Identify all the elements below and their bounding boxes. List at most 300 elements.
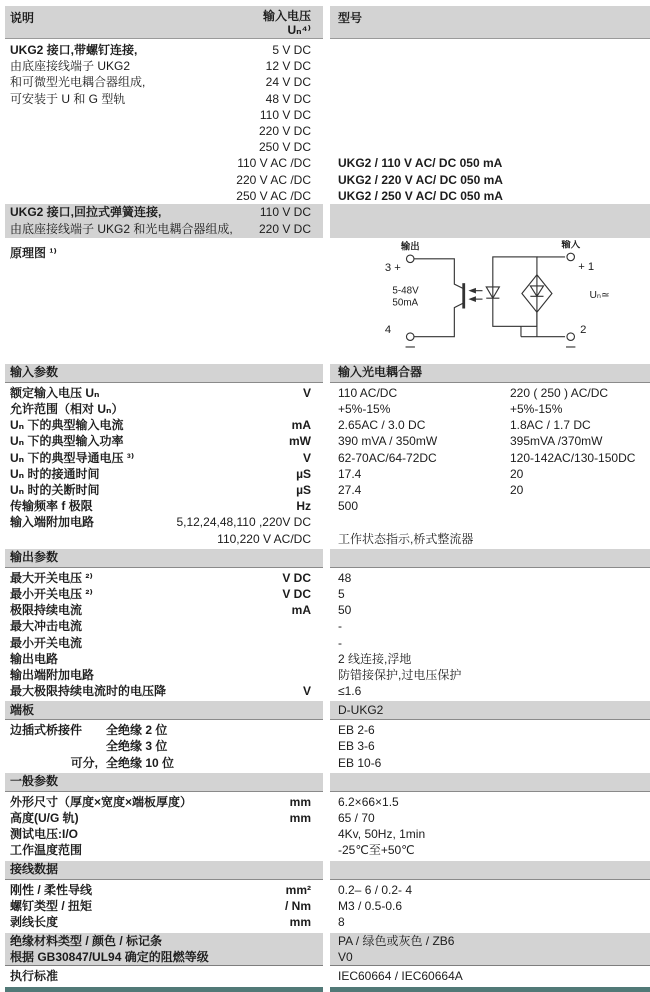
column-gap: [323, 773, 330, 792]
spec-row-right: [330, 826, 650, 842]
spec-row: [0, 482, 650, 498]
spec-row: [0, 794, 650, 810]
light-arrowhead-bottom: [468, 296, 476, 302]
spec-label: 最大开关电压 ²⁾: [10, 570, 93, 585]
column-gap: [323, 618, 330, 634]
unit-label: V DC: [282, 570, 311, 585]
spec-row-right: [330, 755, 650, 771]
spec-row: [0, 531, 650, 547]
column-gap: [323, 570, 330, 586]
spec-row-right: [330, 882, 650, 898]
column-gap: [323, 155, 330, 171]
row-left: [5, 91, 323, 107]
spec-row-left: [5, 898, 323, 914]
row-right: [330, 91, 650, 107]
value-col1: 2.65AC / 3.0 DC: [338, 418, 426, 433]
terminal-1-circle: [567, 253, 575, 261]
unit-label: mm: [289, 914, 311, 929]
value-col1: 防错接保护,过电压保护: [338, 667, 462, 682]
column-gap: [323, 882, 330, 898]
table-header-right: [330, 6, 650, 39]
row-left: [5, 172, 323, 188]
emitter-wire: [414, 303, 464, 337]
voltage-value: 48 V DC: [265, 91, 311, 106]
value-col1: 110 AC/DC: [338, 385, 398, 400]
spec-row: [0, 810, 650, 826]
spec-row: [0, 968, 650, 985]
spec-row: [0, 738, 650, 754]
spec-label: 输出电路: [10, 651, 59, 666]
column-gap: [323, 651, 330, 667]
current-rating-text: 50mA: [392, 297, 419, 309]
voltage-value: 110 V DC: [259, 107, 311, 122]
row-left: [5, 123, 323, 139]
unit-label: V: [302, 684, 311, 699]
spec-row-left: [5, 570, 323, 586]
column-gap: [323, 221, 330, 238]
spec-section: [0, 968, 650, 985]
spec-label: 最小开关电流: [10, 635, 83, 650]
model-number: UKG2 / 250 V AC/ DC 050 mA: [338, 188, 503, 203]
unit-label: mm: [289, 811, 311, 825]
column-gap: [323, 364, 330, 383]
spec-row-left: [5, 618, 323, 634]
column-gap: [323, 683, 330, 699]
spec-row: [0, 433, 650, 449]
section-header-right: [330, 861, 650, 880]
description-line: 由底座接线端子 UKG2: [10, 59, 131, 74]
spec-row-right: [330, 949, 650, 965]
spring-description-table: [0, 204, 650, 238]
spec-label: 最大极限持续电流时的电压降: [10, 684, 167, 699]
section-header-left: [5, 364, 323, 383]
unit-label: V DC: [282, 586, 311, 601]
spec-row-right: [330, 498, 650, 514]
row-left: [5, 139, 323, 155]
spec-row-left: [5, 842, 323, 858]
column-gap: [323, 701, 330, 720]
column-gap: [323, 949, 330, 965]
section-header-left: [5, 773, 323, 792]
value-col2: 120-142AC/130-150DC: [510, 450, 636, 465]
spec-row-left: [5, 683, 323, 699]
voltage-value: 250 V DC: [258, 140, 311, 155]
spring-table-row: [0, 221, 650, 238]
spec-row-right: [330, 618, 650, 634]
footer-rule: [0, 987, 650, 992]
spec-label: 刚性 / 柔性导线: [10, 882, 93, 897]
spec-label: 高度(U/G 轨): [10, 811, 79, 825]
column-gap: [323, 514, 330, 530]
spec-row-left: [5, 667, 323, 683]
spec-section: [0, 549, 650, 700]
row-right: [330, 107, 650, 123]
spec-row-right: [330, 667, 650, 683]
value-col1: 390 mVA / 350mW: [338, 434, 438, 449]
section-header-left: [5, 701, 323, 720]
optocoupler-schematic-svg: [330, 240, 650, 362]
column-gap: [323, 385, 330, 401]
spec-label: Uₙ 时的接通时间: [10, 466, 100, 481]
spec-row-right: [330, 586, 650, 602]
voltage-value: 220 V DC: [258, 221, 311, 236]
column-gap: [323, 58, 330, 74]
spec-row: [0, 498, 650, 514]
voltage-value: 110 V AC /DC: [237, 156, 311, 171]
value-col1: 8: [338, 914, 345, 929]
row-left: [5, 221, 323, 238]
top-table-row: [0, 188, 650, 204]
spec-row-left: [5, 450, 323, 466]
section-header-row: [0, 549, 650, 568]
spec-row-right: [330, 683, 650, 699]
spec-row: [0, 450, 650, 466]
spec-label: 输出端附加电路: [10, 667, 95, 682]
spec-row-left: [5, 433, 323, 449]
column-header-description: 说明: [10, 11, 35, 25]
voltage-header-line2: Uₙ⁴⁾: [287, 23, 311, 37]
value-col1: M3 / 0.5-0.6: [338, 898, 403, 913]
section-header-right: [330, 549, 650, 568]
row-left: [5, 155, 323, 171]
spec-sections: [0, 364, 650, 985]
spec-label: Uₙ 下的典型输入电流: [10, 418, 124, 433]
value-col2: 220 ( 250 ) AC/DC: [510, 385, 609, 400]
schematic-label-cell: [5, 240, 323, 362]
spec-label: 剥线长度: [10, 914, 59, 929]
spec-label: 额定输入电压 Uₙ: [10, 385, 100, 400]
top-table-row: [0, 155, 650, 171]
voltage-header-line1: 输入电压: [262, 9, 311, 23]
spec-sublabel: 全绝缘 2 位: [106, 723, 168, 738]
section-header-row: [0, 773, 650, 792]
spec-label: 最大冲击电流: [10, 619, 83, 634]
row-right: [330, 155, 650, 171]
spec-row-left: [5, 417, 323, 433]
output-terminal-label: 输出: [400, 241, 420, 252]
value-col1: 4Kv, 50Hz, 1min: [338, 827, 426, 842]
unit-label: / Nm: [284, 898, 311, 913]
spec-row-right: [330, 933, 650, 949]
spec-row-right: [330, 433, 650, 449]
row-left: [5, 74, 323, 90]
section-header-left: [5, 861, 323, 880]
value-col1: PA / 绿色或灰色 / ZB6: [338, 934, 455, 949]
spec-section: [0, 861, 650, 931]
voltage-value: 5 V DC: [272, 43, 311, 57]
unit-label: mm²: [285, 882, 311, 897]
row-left: [5, 188, 323, 204]
section-header-right: [330, 364, 650, 383]
spec-label: 测试电压:I/O: [10, 827, 78, 842]
row-right: [330, 188, 650, 204]
spec-label: 最小开关电压 ²⁾: [10, 586, 93, 601]
column-gap: [323, 401, 330, 417]
model-number: UKG2 / 110 V AC/ DC 050 mA: [338, 156, 503, 171]
voltage-value: 12 V DC: [265, 59, 311, 74]
spring-table-row: [0, 204, 650, 221]
column-gap: [323, 738, 330, 754]
spec-row: [0, 933, 650, 949]
terminal-4-circle: [406, 333, 414, 341]
spec-row: [0, 667, 650, 683]
input-minus-wire: [521, 312, 565, 336]
column-gap: [323, 139, 330, 155]
value-col1: 0.2– 6 / 0.2- 4: [338, 882, 413, 897]
spec-row: [0, 755, 650, 771]
value-col2: 395mVA /370mW: [510, 434, 603, 449]
spec-row-left: [5, 531, 323, 547]
column-gap: [323, 417, 330, 433]
row-left: [5, 58, 323, 74]
value-col1: EB 2-6: [338, 723, 375, 738]
spec-row: [0, 635, 650, 651]
voltage-value: 110 V DC: [259, 204, 311, 219]
spec-row-left: [5, 810, 323, 826]
spec-row-left: [5, 635, 323, 651]
top-table-row: [0, 58, 650, 74]
section-header-row: [0, 861, 650, 880]
spec-row-left: [5, 933, 323, 949]
spec-row-left: [5, 482, 323, 498]
value-col1: 工作状态指示,桥式整流器: [338, 531, 474, 546]
voltage-value: 250 V AC /DC: [236, 188, 311, 203]
value-col1: 27.4: [338, 483, 362, 497]
voltage-value: 24 V DC: [265, 75, 311, 90]
row-right: [330, 221, 650, 238]
spec-row-left: [5, 882, 323, 898]
spec-row-right: [330, 531, 650, 547]
section-header-row: [0, 701, 650, 720]
column-gap: [323, 549, 330, 568]
value-col1: ≤1.6: [338, 684, 362, 699]
unit-label: µS: [296, 483, 311, 497]
spec-row-right: [330, 968, 650, 985]
value-col1: V0: [338, 949, 353, 964]
column-gap: [323, 794, 330, 810]
spec-row-left: [5, 755, 323, 771]
column-gap: [323, 755, 330, 771]
spec-label: 绝缘材料类型 / 颜色 / 标记条: [10, 934, 163, 949]
column-gap: [323, 91, 330, 107]
column-gap: [323, 968, 330, 985]
schematic-label: 原理图 ¹⁾: [10, 245, 57, 260]
spec-row-right: [330, 385, 650, 401]
section-title: 输出参数: [10, 550, 59, 565]
column-gap: [323, 842, 330, 858]
spec-row: [0, 466, 650, 482]
spec-row-right: [330, 482, 650, 498]
section-header-right: [330, 701, 650, 720]
top-table-row: [0, 107, 650, 123]
section-title: 一般参数: [10, 774, 59, 789]
column-gap: [323, 987, 330, 992]
spec-row-right: [330, 842, 650, 858]
row-right: [330, 58, 650, 74]
column-gap: [323, 204, 330, 221]
spec-label: Uₙ 下的典型输入功率: [10, 434, 124, 449]
spec-label: 根据 GB30847/UL94 确定的阻燃等级: [10, 949, 209, 964]
spec-label: 允许范围（相对 Uₙ）: [10, 402, 124, 417]
column-gap: [323, 531, 330, 547]
top-table-row: [0, 42, 650, 58]
description-line: 可安装于 U 和 G 型轨: [10, 91, 126, 106]
spec-row-right: [330, 602, 650, 618]
column-gap: [323, 667, 330, 683]
spec-label: 执行标准: [10, 968, 59, 983]
spec-row: [0, 586, 650, 602]
terminal-4-number: 4: [384, 323, 392, 336]
value-col1: 6.2×66×1.5: [338, 794, 399, 809]
spec-section: [0, 933, 650, 965]
schematic-zone: [0, 240, 650, 362]
value-col1: 65 / 70: [338, 811, 375, 825]
value-col1: 500: [338, 499, 359, 514]
row-left: [5, 107, 323, 123]
spec-label: 工作温度范围: [10, 843, 83, 858]
spec-row-right: [330, 466, 650, 482]
top-table-row: [0, 91, 650, 107]
column-gap: [323, 810, 330, 826]
spec-row-left: [5, 385, 323, 401]
un-supply-label: Uₙ≃: [589, 290, 610, 302]
section-title: 输入参数: [10, 365, 59, 380]
value-col1: 17.4: [338, 466, 362, 481]
column-gap: [323, 602, 330, 618]
spec-row-left: [5, 466, 323, 482]
spec-row-left: [5, 968, 323, 985]
terminal-3-circle: [406, 255, 414, 263]
spec-row-left: [5, 949, 323, 965]
spec-label: 可分,: [70, 755, 98, 770]
spec-row-right: [330, 898, 650, 914]
description-line: 和可微型光电耦合器组成,: [10, 75, 146, 90]
spec-row-left: [5, 794, 323, 810]
section-subtitle: D-UKG2: [338, 702, 384, 717]
spec-row-left: [5, 586, 323, 602]
terminal-1-number: + 1: [578, 260, 595, 273]
spec-row-left: [5, 826, 323, 842]
input-terminal-label: 输入: [561, 239, 581, 250]
row-right: [330, 42, 650, 58]
spec-label: Uₙ 下的典型导通电压 ³⁾: [10, 450, 135, 465]
unit-label: 110,220 V AC/DC: [217, 531, 311, 546]
spec-row-right: [330, 450, 650, 466]
column-gap: [323, 6, 330, 39]
top-table-row: [0, 139, 650, 155]
table-header-row: [0, 6, 650, 39]
section-header-left: [5, 549, 323, 568]
value-col1: 2 线连接,浮地: [338, 651, 412, 666]
unit-label: V: [302, 450, 311, 465]
column-gap: [323, 914, 330, 930]
spec-row: [0, 417, 650, 433]
spec-row-left: [5, 498, 323, 514]
spec-row-left: [5, 602, 323, 618]
column-gap: [323, 722, 330, 738]
value-col1: EB 10-6: [338, 755, 382, 770]
column-gap: [323, 240, 330, 362]
table-header-left: [5, 6, 323, 39]
column-gap: [323, 74, 330, 90]
value-col1: 5: [338, 586, 345, 601]
terminal-3-number: 3 +: [384, 261, 401, 274]
spec-row: [0, 651, 650, 667]
spec-row: [0, 826, 650, 842]
column-gap: [323, 433, 330, 449]
value-col1: 50: [338, 603, 352, 618]
spec-row-left: [5, 651, 323, 667]
column-gap: [323, 933, 330, 949]
spec-row: [0, 385, 650, 401]
spec-label: 传输频率 f 极限: [10, 499, 93, 514]
value-col1: IEC60664 / IEC60664A: [338, 968, 463, 983]
top-table-row: [0, 172, 650, 188]
value-col1: 62-70AC/64-72DC: [338, 450, 437, 465]
column-gap: [323, 586, 330, 602]
spec-label: 螺钉类型 / 扭矩: [10, 898, 93, 913]
spec-row-right: [330, 810, 650, 826]
voltage-value: 220 V DC: [258, 123, 311, 138]
spec-row: [0, 683, 650, 699]
spec-label: 外形尺寸（厚度×宽度×端板厚度）: [10, 794, 193, 809]
row-right: [330, 123, 650, 139]
spec-row: [0, 570, 650, 586]
spec-row-right: [330, 401, 650, 417]
spec-row: [0, 602, 650, 618]
spec-row: [0, 401, 650, 417]
value-col1: 48: [338, 570, 352, 585]
column-gap: [323, 188, 330, 204]
row-right: [330, 139, 650, 155]
spec-row-right: [330, 914, 650, 930]
column-gap: [323, 123, 330, 139]
spec-row: [0, 949, 650, 965]
spec-row-left: [5, 514, 323, 530]
collector-wire: [414, 259, 464, 289]
spec-section: [0, 701, 650, 771]
spec-row: [0, 882, 650, 898]
spec-row-right: [330, 514, 650, 530]
spec-row-left: [5, 722, 323, 738]
spec-row: [0, 722, 650, 738]
spec-row-right: [330, 417, 650, 433]
footer-rule-left: [5, 987, 323, 992]
row-right: [330, 74, 650, 90]
value-col1: +5%-15%: [338, 402, 391, 417]
unit-label: V: [302, 385, 311, 400]
unit-label: 5,12,24,48,110 ,220V DC: [176, 515, 311, 530]
section-subtitle: 输入光电耦合器: [338, 365, 423, 380]
value-col1: EB 3-6: [338, 739, 375, 754]
row-left: [5, 204, 323, 221]
spec-row: [0, 842, 650, 858]
spec-row: [0, 618, 650, 634]
unit-label: µS: [296, 466, 311, 481]
top-table-row: [0, 123, 650, 139]
footer-rule-right: [330, 987, 650, 992]
column-gap: [323, 498, 330, 514]
spec-section: [0, 773, 650, 859]
description-line: UKG2 接口,回拉式弹簧连接,: [10, 204, 162, 219]
unit-label: mA: [291, 603, 311, 618]
unit-label: mW: [289, 434, 311, 449]
unit-label: Hz: [296, 499, 311, 514]
spec-row-left: [5, 738, 323, 754]
column-gap: [323, 450, 330, 466]
circuit-diagram: [330, 240, 650, 362]
spec-row-right: [330, 738, 650, 754]
